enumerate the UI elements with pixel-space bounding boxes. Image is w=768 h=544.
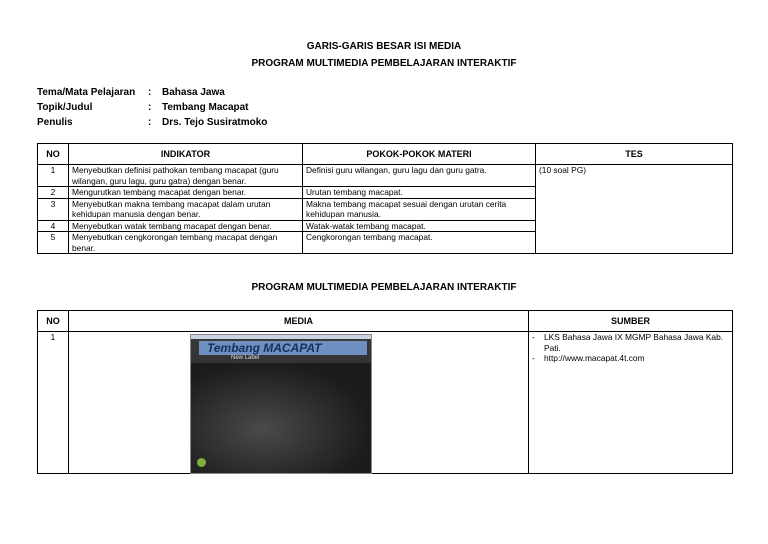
row-no: 5 <box>38 232 69 254</box>
table-row <box>38 165 733 187</box>
meta-sep: : <box>148 87 152 98</box>
meta-sep: : <box>148 102 152 113</box>
doc-subtitle: PROGRAM MULTIMEDIA PEMBELAJARAN INTERAKTIF <box>251 58 517 69</box>
row-materi: Urutan tembang macapat. <box>303 187 536 199</box>
row-materi: Makna tembang macapat sesuai dengan urutan cerita kehidupan manusia. <box>303 198 536 220</box>
row-indikator: Menyebutkan definisi pathokan tembang macapat (guru wilangan, guru lagu, guru gatra) dengan benar. <box>69 165 303 187</box>
media-title: Tembang MACAPAT <box>199 341 367 355</box>
play-button-icon <box>197 458 206 467</box>
media-table <box>37 310 733 474</box>
row-no: 1 <box>38 165 69 187</box>
col-header-sumber: SUMBER <box>529 311 733 332</box>
meta-value: Drs. Tejo Susiratmoko <box>162 117 268 128</box>
row-no: 3 <box>38 198 69 220</box>
col-header-materi: POKOK-POKOK MATERI <box>303 144 536 165</box>
row-materi: Watak-watak tembang macapat. <box>303 220 536 232</box>
col-header-no: NO <box>38 311 69 332</box>
row-materi: Cengkorongan tembang macapat. <box>303 232 536 254</box>
meta-value: Tembang Macapat <box>162 102 249 113</box>
row-indikator: Mengurutkan tembang macapat dengan benar. <box>69 187 303 199</box>
media-screenshot-image <box>190 334 372 474</box>
row-no: 4 <box>38 220 69 232</box>
row-no: 1 <box>38 332 69 474</box>
indicator-table <box>37 143 733 254</box>
media-subtitle: New Label <box>231 355 260 361</box>
gamelan-scene <box>191 363 371 473</box>
row-no: 2 <box>38 187 69 199</box>
row-indikator: Menyebutkan makna tembang macapat dalam urutan kehidupan manusia dengan benar. <box>69 198 303 220</box>
row-tes: (10 soal PG) <box>536 165 733 254</box>
source-item: - LKS Bahasa Jawa IX MGMP Bahasa Jawa Kab. Pati. <box>532 332 729 353</box>
meta-label: Topik/Judul <box>37 102 93 113</box>
col-header-tes: TES <box>536 144 733 165</box>
source-item: - http://www.macapat.4t.com <box>532 353 729 364</box>
col-header-indikator: INDIKATOR <box>69 144 303 165</box>
row-materi: Definisi guru wilangan, guru lagu dan guru gatra. <box>303 165 536 187</box>
table-row <box>38 332 733 474</box>
doc-title: GARIS-GARIS BESAR ISI MEDIA <box>306 41 462 52</box>
row-indikator: Menyebutkan cengkorongan tembang macapat dengan benar. <box>69 232 303 254</box>
col-header-no: NO <box>38 144 69 165</box>
row-indikator: Menyebutkan watak tembang macapat dengan benar. <box>69 220 303 232</box>
meta-label: Tema/Mata Pelajaran <box>37 87 136 98</box>
section-title: PROGRAM MULTIMEDIA PEMBELAJARAN INTERAKTIF <box>251 282 517 293</box>
col-header-media: MEDIA <box>69 311 529 332</box>
window-titlebar <box>191 335 371 339</box>
sumber-cell <box>529 332 733 474</box>
meta-label: Penulis <box>37 117 73 128</box>
meta-value: Bahasa Jawa <box>162 87 225 98</box>
meta-sep: : <box>148 117 152 128</box>
